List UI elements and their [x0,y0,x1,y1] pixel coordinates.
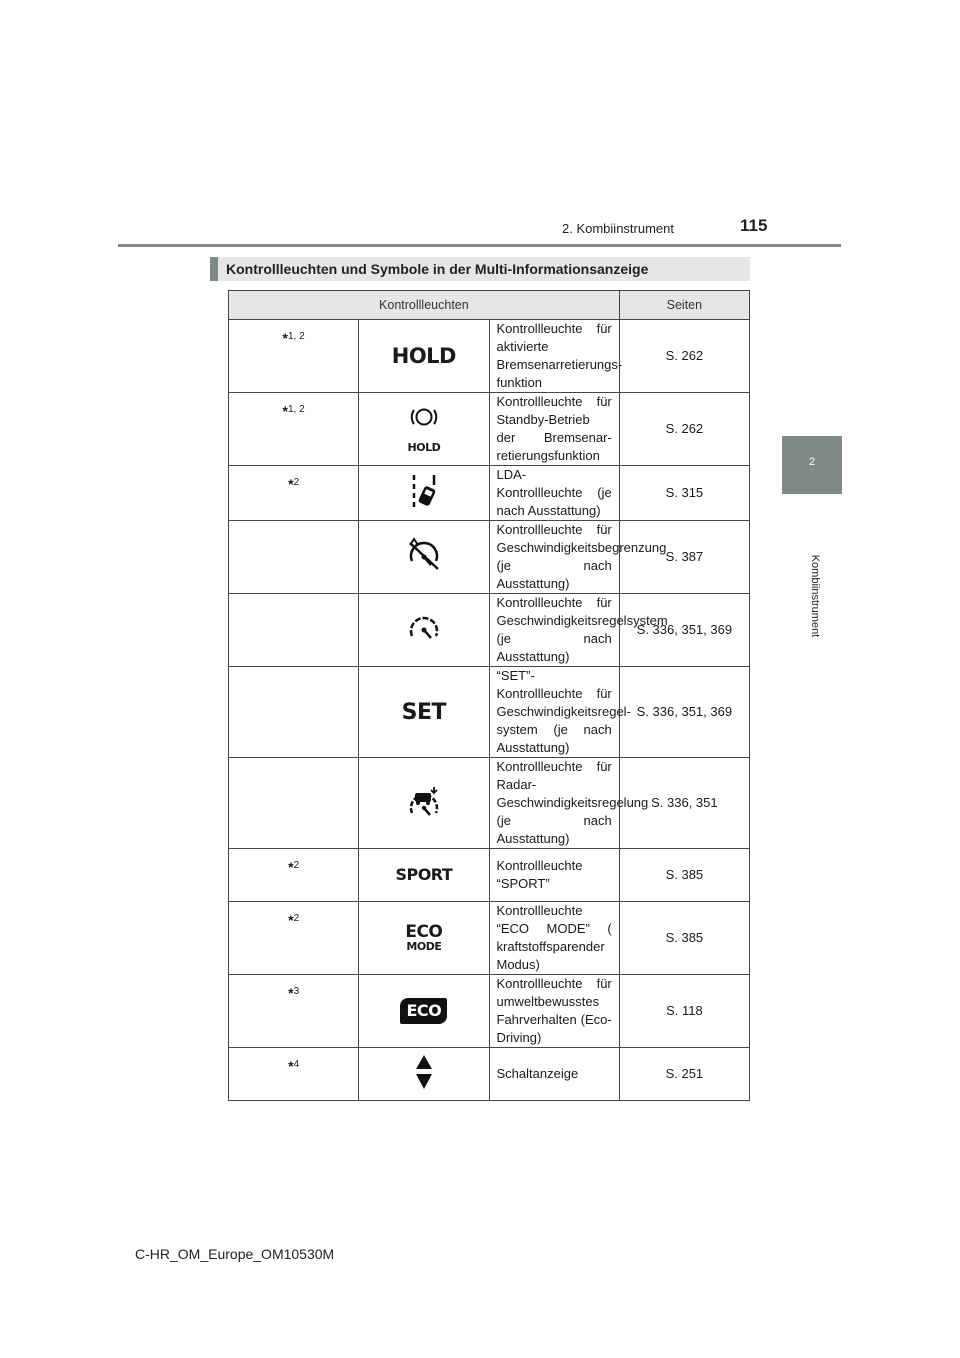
description-cell: Kontrollleuchte “SPORT” [489,849,619,902]
shift-indicator-icon [359,1048,489,1101]
page-ref-cell: S. 385 [619,902,749,975]
hold-icon: HOLD [359,320,489,393]
chapter-tab [782,436,842,494]
description-cell: Kontrollleuchte für Radar-Geschwindigkeitsregelung (je nach Ausstattung) [489,758,619,849]
footnote-cell: $*_2$ [229,466,359,521]
table-row [229,521,750,594]
chapter-number: 2 [808,456,816,468]
header-pages: Seiten [619,291,749,320]
description-cell: Kontrollleuchte für Geschwindigkeitsbegrenzung (je nach Ausstattung) [489,521,619,594]
section-accent [210,257,218,281]
table-row [229,320,750,393]
table-row [229,849,750,902]
table-row [229,758,750,849]
sport-icon: SPORT [359,849,489,902]
lane-departure-icon [359,466,489,521]
set-icon: SET [359,667,489,758]
page-number: 115 [740,216,768,235]
footnote-cell: $*_2$ [229,902,359,975]
description-cell: LDA-Kontrollleuchte (je nach Ausstattung) [489,466,619,521]
speed-limiter-icon [359,521,489,594]
cruise-control-icon [359,594,489,667]
description-cell: Kontrollleuchte für Geschwindigkeitsregelsystem (je nach Ausstattung) [489,594,619,667]
description-cell: Kontrollleuchte für Standby-Betrieb der Bremsenar-retierungsfunktion [489,393,619,466]
header-lights: Kontrollleuchten [229,291,620,320]
description-cell: Kontrollleuchte “ECO MODE” ( kraftstoffsparender Modus) [489,902,619,975]
radar-cruise-icon [359,758,489,849]
table-row [229,902,750,975]
footnote-cell [229,594,359,667]
description-cell: Kontrollleuchte für aktivierte Bremsenarretierungs-funktion [489,320,619,393]
footnote-cell [229,758,359,849]
description-cell: Kontrollleuchte für umweltbewusstes Fahrverhalten (Eco-Driving) [489,975,619,1048]
table-header-row [229,291,750,320]
running-header-section: 2. Kombiinstrument [562,221,674,236]
table-row [229,1048,750,1101]
page-ref-cell: S. 251 [619,1048,749,1101]
footnote-cell: $*_3$ [229,975,359,1048]
chapter-title: Kombiinstrument [809,554,821,638]
footnote-cell [229,667,359,758]
table-row [229,594,750,667]
indicator-table [228,290,750,1101]
section-heading-bar [210,257,750,281]
page-ref-cell: S. 262 [619,393,749,466]
table-row [229,466,750,521]
page-ref-cell: S. 336, 351, 369 [619,594,749,667]
footnote-cell: $*_4$ [229,1048,359,1101]
table-row [229,975,750,1048]
section-title: Kontrollleuchten und Symbole in der Multi-Informationsanzeige [226,261,649,277]
page-ref-cell: S. 336, 351 [619,758,749,849]
page-ref-cell: S. 336, 351, 369 [619,667,749,758]
brake-hold-standby-icon: HOLD [359,393,489,466]
footnote-cell: $*_{1, 2}$ [229,320,359,393]
description-cell: Schaltanzeige [489,1048,619,1101]
footnote-cell [229,521,359,594]
page-ref-cell: S. 387 [619,521,749,594]
page-ref-cell: S. 118 [619,975,749,1048]
table-row [229,667,750,758]
page-ref-cell: S. 262 [619,320,749,393]
footnote-cell: $*_{1, 2}$ [229,393,359,466]
document-footer: C-HR_OM_Europe_OM10530M [135,1246,335,1262]
eco-driving-icon: ECO [359,975,489,1048]
header-rule [118,244,841,247]
table-row [229,393,750,466]
description-cell: “SET”-Kontrollleuchte für Geschwindigkeitsregel-system (je nach Ausstattung) [489,667,619,758]
page-ref-cell: S. 385 [619,849,749,902]
eco-mode-icon: ECO MODE [359,902,489,975]
page-ref-cell: S. 315 [619,466,749,521]
footnote-cell: $*_2$ [229,849,359,902]
